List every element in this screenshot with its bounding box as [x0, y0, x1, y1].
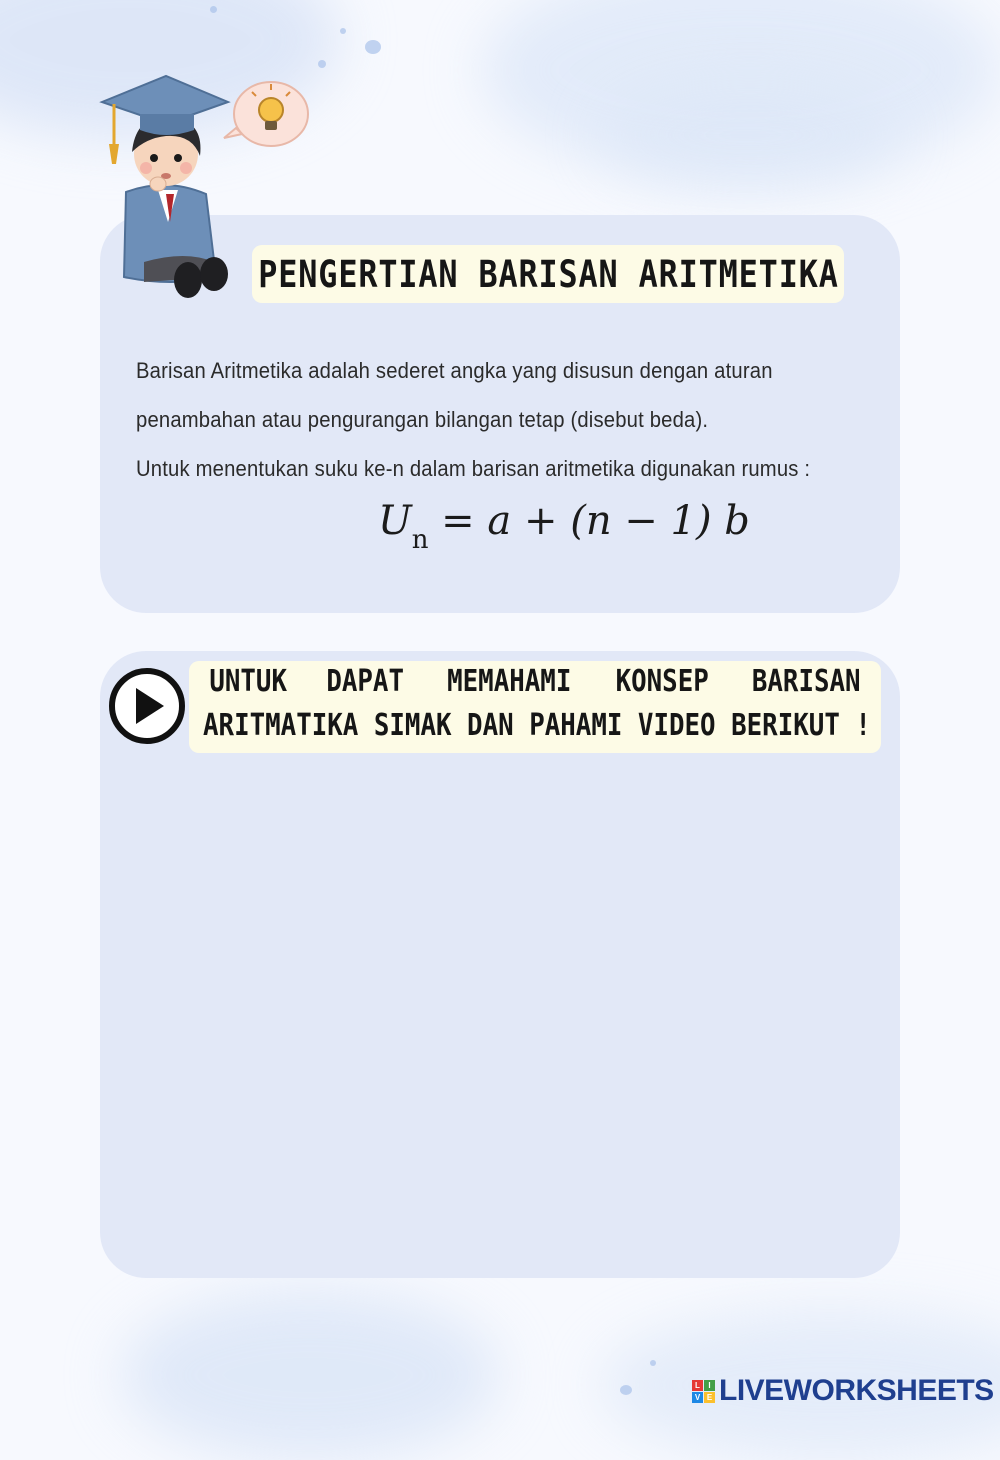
definition-line: Untuk menentukan suku ke-n dalam barisan aritmetika digunakan rumus :: [136, 456, 811, 481]
paint-dot: [365, 40, 381, 54]
video-note-word: BARISAN: [751, 664, 861, 699]
paint-dot: [340, 28, 346, 34]
paint-dot: [650, 1360, 656, 1366]
video-note-word: DAPAT: [326, 664, 404, 699]
liveworksheets-logo-icon: [692, 1380, 715, 1403]
page-title: PENGERTIAN BARISAN ARITMETIKA: [257, 252, 839, 296]
video-note-word: UNTUK: [209, 664, 287, 699]
title-highlight: [252, 245, 844, 303]
video-note-word: KONSEP: [615, 664, 709, 699]
video-note-line: ARITMATIKA SIMAK DAN PAHAMI VIDEO BERIKUT !: [203, 708, 871, 743]
video-note-line: [203, 664, 869, 699]
definition-line: penambahan atau pengurangan bilangan tetap (disebut beda).: [136, 407, 709, 432]
paint-dot: [620, 1385, 632, 1395]
video-note-word: MEMAHAMI: [446, 664, 572, 699]
lightbulb-icon: [224, 82, 308, 146]
logo-tile: E: [704, 1392, 715, 1403]
logo-tile: V: [692, 1392, 703, 1403]
play-circle-icon: [107, 666, 187, 746]
paint-dot: [210, 6, 217, 13]
formula: [378, 498, 750, 555]
logo-tile: I: [704, 1380, 715, 1391]
definition-line: Barisan Aritmetika adalah sederet angka yang disusun dengan aturan: [136, 358, 773, 383]
logo-tile: L: [692, 1380, 703, 1391]
watercolor-splash: [120, 1290, 500, 1460]
formula-rhs: = a + (n − 1) b: [428, 498, 750, 544]
play-button[interactable]: [107, 666, 187, 746]
watercolor-splash: [600, 80, 900, 190]
formula-lhs: U: [378, 498, 412, 544]
formula-subscript: n: [411, 525, 429, 555]
liveworksheets-brand: [692, 1374, 994, 1408]
paint-dot: [318, 60, 326, 68]
brand-name: LIVEWORKSHEETS: [719, 1374, 994, 1407]
